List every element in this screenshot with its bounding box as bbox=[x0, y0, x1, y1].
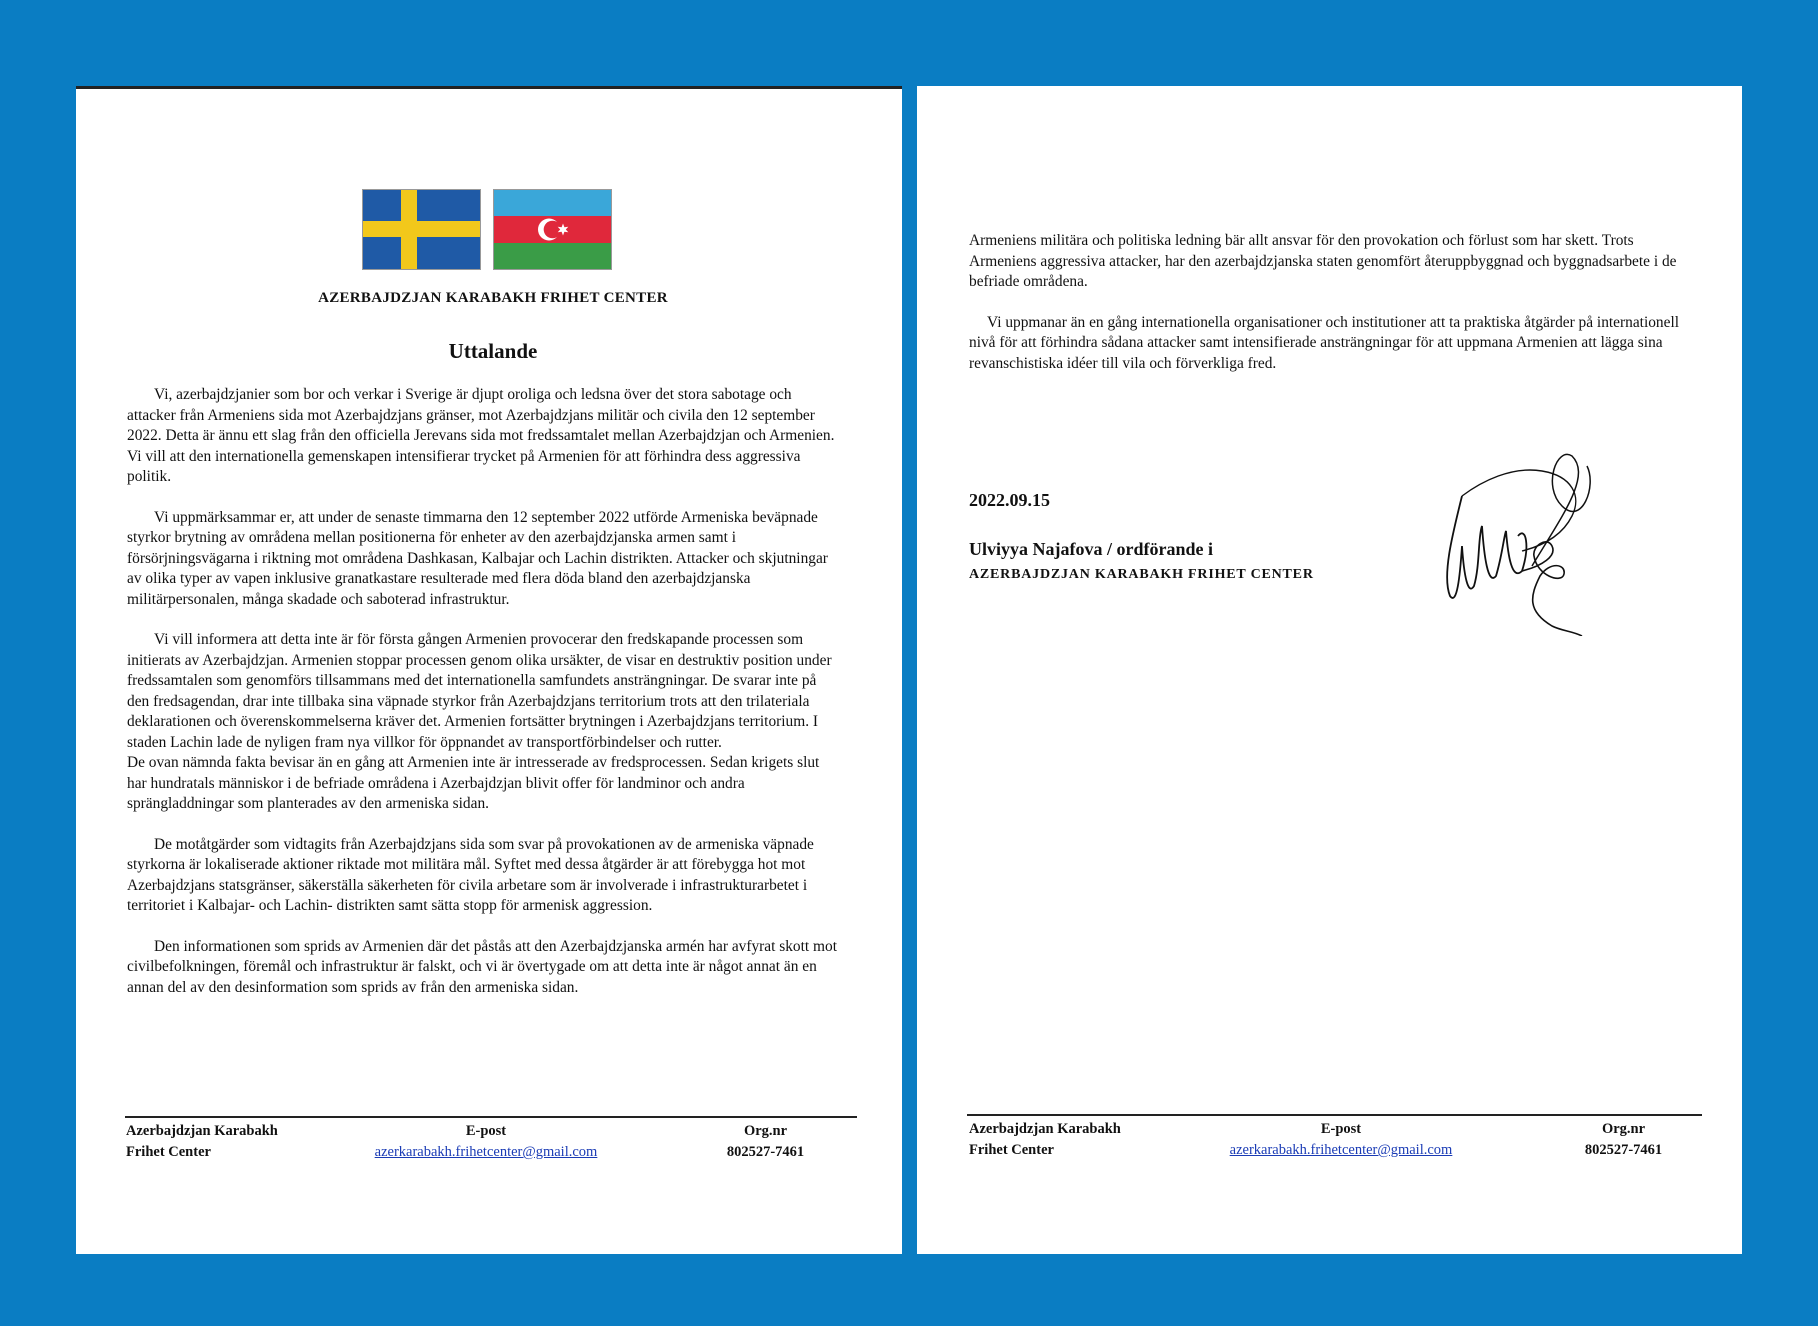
footer-email-link[interactable]: azerkarabakh.frihetcenter@gmail.com bbox=[374, 1144, 598, 1160]
paragraph-5: De motåtgärder som vidtagits från Azerbajdzjans sida som svar på provokationen av de armeniska väpnade styrkorna är lokaliserade aktioner riktade mot militära mål. Syftet med dessa åtgärder är att förebygga hot mot Azerbajdzjans statsgränser, säkerställa säkerheten för civila arbetare som är involverade i infrastrukturarbetet i territoriet i Kalbajar- och Lachin- distrikten samt sätta stopp för armenisk aggression. bbox=[127, 835, 814, 914]
footer-orgnr-label: Org.nr bbox=[1601, 1121, 1646, 1137]
footer-org-line2: Frihet Center bbox=[126, 1144, 211, 1160]
footer-orgnr-label: Org.nr bbox=[743, 1123, 788, 1139]
footer-org-line1: Azerbajdzjan Karabakh bbox=[126, 1123, 278, 1139]
statement-date: 2022.09.15 bbox=[969, 490, 1050, 510]
footer-orgnr: 802527-7461 bbox=[1584, 1142, 1663, 1158]
footer-email-link[interactable]: azerkarabakh.frihetcenter@gmail.com bbox=[1229, 1142, 1453, 1158]
paragraph-8: Vi uppmanar än en gång internationella organisationer och institutioner att ta praktiska åtgärder på internationell nivå för att förhindra sådana attacker samt intensifierade ansträngningar för att uppmana Armenien att lägga sina revanschistiska idéer till vila och förverkliga fred. bbox=[969, 313, 1679, 372]
statement-body-continued bbox=[969, 231, 1697, 394]
footer-email-label: E-post bbox=[1320, 1121, 1362, 1137]
paragraph-3: Vi vill informera att detta inte är för första gången Armenien provocerar den fredskapande processen som initierats av Azerbajdzjan. Armenien stoppar processen genom olika ursäkter, de visar en destruktiv position under fredssamtalen som genomförs tillsammans med det internationella samfundets ansträngningar. De svarar inte på den fredsagendan, drar inte tillbaka sina väpnade styrkor från Azerbajdzjans territorium trots att den trilateriala deklarationen och överenskommelserna kräver det. Armenien fortsätter brytningen i Azerbajdzjans territorium. I staden Lachin lade de nyligen fram nya villkor för öppnandet av transportförbindelser och rutter. bbox=[127, 631, 832, 751]
paragraph-2: Vi uppmärksammar er, att under de senaste timmarna den 12 september 2022 utförde Armeniska beväpnade styrkor brytning av områdena mellan positionerna för enheter av den azerbajdzjanska armen samt i försörjningsvägarna i riktning mot områdena Dashkasan, Kalbajar och Lachin distrikten. Attacker och skjutningar av olika typer av vapen inklusive granatkastare resulterade med flera döda bland den azerbajdzjanska militärpersonalen, många skadade och saboterad infrastruktur. bbox=[127, 508, 828, 608]
paragraph-1: Vi, azerbajdzjanier som bor och verkar i Sverige är djupt oroliga och ledsna över det stora sabotage och attacker från Armeniens sida mot Azerbajdzjans gränser, mot Azerbajdzjans militär och civila den 12 september 2022. Detta är ännu ett slag från den officiella Jerevans sida mot fredssamtalet mellan Azerbajdzjan och Armenien. Vi vill att den internationella gemenskapen intensifierar trycket på Armenien för att förhindra dess aggressiva politik. bbox=[127, 386, 835, 485]
footer-divider bbox=[967, 1114, 1702, 1116]
footer-orgnr: 802527-7461 bbox=[726, 1144, 805, 1160]
document-page-1 bbox=[76, 86, 902, 1254]
signer-name: Ulviyya Najafova / ordförande i bbox=[969, 539, 1213, 559]
footer-org-line2: Frihet Center bbox=[969, 1142, 1054, 1158]
statement-body bbox=[127, 385, 841, 1018]
paragraph-4: De ovan nämnda fakta bevisar än en gång att Armenien inte är intresserade av fredsprocessen. Sedan krigets slut har hundratals människor i de befriade områdena i Azerbajdzjan blivit offer för landminor och andra sprängladdningar som planterades av den armeniska sidan. bbox=[127, 754, 820, 812]
document-page-2 bbox=[917, 86, 1742, 1254]
paragraph-6: Den informationen som sprids av Armenien där det påstås att den Azerbajdzjanska armén har avfyrat skott mot civilbefolkningen, föremål och infrastruktur är falskt, och vi är övertygade om att detta inte är något annat än en annan del av den desinformation som sprids av från den armeniska sidan. bbox=[127, 937, 837, 996]
flags bbox=[363, 190, 611, 269]
footer-divider bbox=[125, 1116, 857, 1118]
paragraph-7: Armeniens militära och politiska ledning bär allt ansvar för den provokation och förlust som har skett. Trots Armeniens aggressiva attacker, har den azerbajdzjanska staten genomfört återuppbyggnad och byggnadsarbete i de befriade områdena. bbox=[969, 232, 1677, 290]
footer-email-label: E-post bbox=[465, 1123, 507, 1139]
swedish-flag-icon bbox=[363, 190, 480, 269]
signature-icon bbox=[1422, 426, 1592, 636]
azerbaijani-flag-icon bbox=[494, 190, 611, 269]
document-title: Uttalande bbox=[448, 339, 538, 363]
footer-org-line1: Azerbajdzjan Karabakh bbox=[969, 1121, 1121, 1137]
signer-org: AZERBAJDZJAN KARABAKH FRIHET CENTER bbox=[969, 567, 1314, 582]
org-heading: AZERBAJDZJAN KARABAKH FRIHET CENTER bbox=[318, 290, 668, 306]
